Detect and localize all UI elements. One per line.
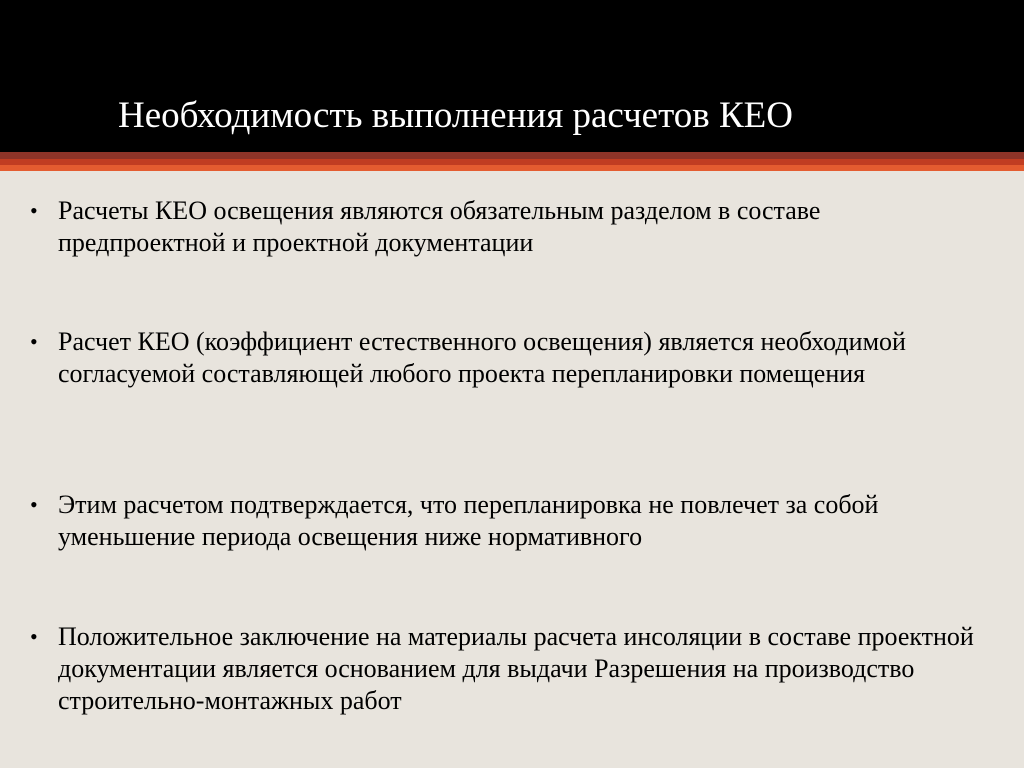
slide-content bbox=[0, 171, 1024, 768]
slide-title: Необходимость выполнения расчетов КЕО bbox=[118, 95, 793, 136]
accent-stripe-dark bbox=[0, 152, 1024, 159]
bullet-item-4 bbox=[30, 621, 990, 717]
bullet-item-3 bbox=[30, 489, 990, 553]
bullet-icon: • bbox=[30, 198, 38, 223]
bullet-item-2 bbox=[30, 326, 990, 390]
bullet-text: Этим расчетом подтверждается, что перепланировка не повлечет за собой уменьшение периода освещения ниже нормативного bbox=[58, 490, 879, 551]
bullet-text: Положительное заключение на материалы расчета инсоляции в составе проектной документации является основанием для выдачи Разрешения на производство строительно-монтажных работ bbox=[58, 622, 974, 715]
bullet-text: Расчет КЕО (коэффициент естественного освещения) является необходимой согласуемой составляющей любого проекта перепланировки помещения bbox=[58, 327, 906, 388]
bullet-item-1 bbox=[30, 195, 990, 259]
bullet-icon: • bbox=[30, 624, 38, 649]
bullet-icon: • bbox=[30, 492, 38, 517]
bullet-text: Расчеты КЕО освещения являются обязательным разделом в составе предпроектной и проектной документации bbox=[58, 196, 821, 257]
bullet-icon: • bbox=[30, 329, 38, 354]
